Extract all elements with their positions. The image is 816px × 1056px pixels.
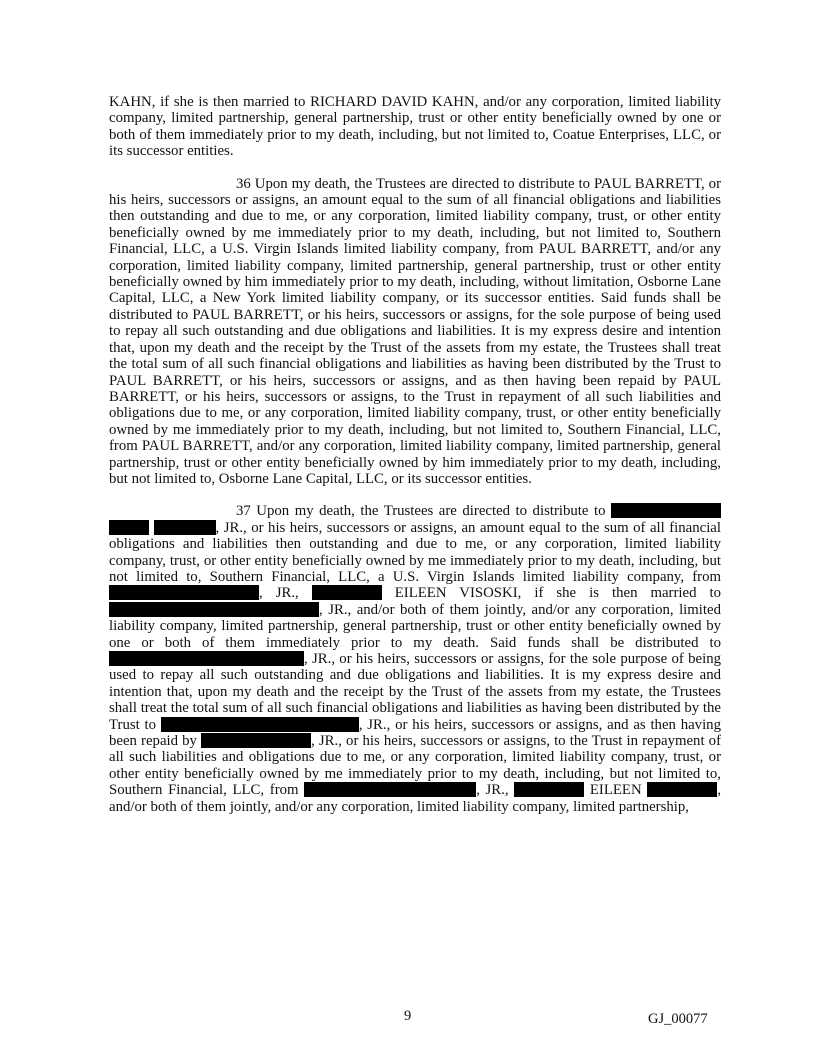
p37-segment-9: , JR., [476,782,509,799]
p37-segment-7: , JR., or his heirs, successors or assigns, and as then having been repaid by [109,716,721,750]
redaction-box [154,520,216,535]
p37-segment-10: EILEEN [589,782,642,799]
bates-number: GJ_00077 [648,1011,708,1027]
redaction-box [611,503,721,518]
redaction-box [161,717,359,732]
paragraph-36-text: 36 Upon my death, the Trustees are directed to distribute to PAUL BARRETT, or his heirs, successors or assigns, an amount equal to the sum of all financial obligations and liabilities then outstanding and due to me, or any corporation, limited liability company, trust, or other entity beneficially owned by me immediately prior to my death, including, but not limited to, Southern Financial, LLC, a U.S. Virgin Islands limited liability company, from PAUL BARRETT, and/or any corporation, limited liability company, limited partnership, general partnership, trust or other entity beneficially owned by him immediately prior to my death, including, without limitation, Osborne Lane Capital, LLC, a New York limited liability company, or its successor entities. Said funds shall be distributed to PAUL BARRETT, or his heirs, successors or assigns, for the sole purpose of being used to repay all such outstanding and due obligations and liabilities. It is my express desire and intention that, upon my death and the receipt by the Trust of the assets from my estate, the Trustees shall treat the total sum of all such financial obligations and liabilities as having been distributed by the Trust to PAUL BARRETT, or his heirs, successors or assigns, and as then having been repaid by PAUL BARRETT, or his heirs, successors or assigns, to the Trust in repayment of all such liabilities and obligations due to me, or any corporation, limited liability company, trust, or other entity beneficially owned by me immediately prior to my death, including, but not limited to, Southern Financial, LLC, from PAUL BARRETT, and/or any corporation, limited liability company, limited partnership, general partnership, trust or other entity beneficially owned by him immediately prior to my death, including, but not limited to, Osborne Lane Capital, LLC, or its successor entities. [109,175,721,487]
p37-segment-11: , and/or both of them jointly, and/or any corporation, limited liability company, limited partnership, [109,782,722,815]
p37-segment-3: , JR., [259,585,299,602]
redaction-box [647,782,717,797]
p37-segment-5: , JR., and/or both of them jointly, and/or any corporation, limited liability company, limited partnership, general partnership, trust or other entity beneficially owned by one or both of them immediately prior to my death. Said funds shall be distributed to [109,601,721,651]
redaction-box [109,520,149,535]
redaction-box [109,585,259,600]
page-number: 9 [404,1008,412,1024]
redaction-box [304,782,476,797]
paragraph-35-continuation: KAHN, if she is then married to RICHARD DAVID KAHN, and/or any corporation, limited liability company, limited partnership, general partnership, trust or other entity beneficially owned by one or both of them immediately prior to my death, including, but not limited to, Coatue Enterprises, LLC, or its successor entities. [109,94,721,160]
p37-segment-8: , JR., or his heirs, successors or assigns, to the Trust in repayment of all such liabilities and obligations due to me, or any corporation, limited liability company, trust, or other entity beneficially owned by me immediately prior to my death, including, but not limited to, Southern Financial, LLC, from [109,733,721,799]
redaction-box [109,651,304,666]
p37-segment-1: 37 Upon my death, the Trustees are directed to distribute to [236,503,606,520]
paragraph-36 [109,176,721,488]
redaction-box [109,602,319,617]
p37-segment-2: , JR., or his heirs, successors or assigns, an amount equal to the sum of all financial obligations and liabilities then outstanding and due to me, or any corporation, limited liability company, trust, or other entity beneficially owned by me immediately prior to my death, including, but not limited to, Southern Financial, LLC, a U.S. Virgin Islands limited liability company, from [109,519,721,585]
paragraph-37 [109,503,721,815]
p37-segment-6: , JR., or his heirs, successors or assigns, for the sole purpose of being used to repay all such outstanding and due obligations and liabilities. It is my express desire and intention that, upon my death and the receipt by the Trust of the assets from my estate, the Trustees shall treat the total sum of all such financial obligations and liabilities as having been distributed by the Trust to [109,651,721,733]
redaction-box [201,733,311,748]
redaction-box [312,585,382,600]
p37-segment-4: EILEEN VISOSKI, if she is then married to [394,585,722,602]
redaction-box [514,782,584,797]
document-body [109,94,721,815]
